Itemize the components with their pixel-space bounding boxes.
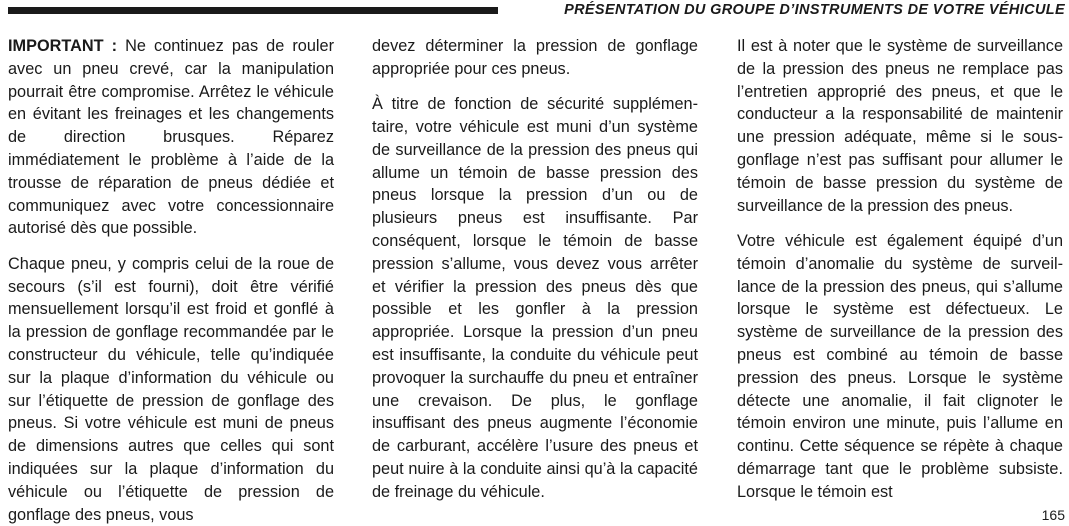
important-label: IMPORTANT : bbox=[8, 37, 118, 55]
paragraph-text: Votre véhicule est également équipé d’un témoin d’anomalie du système de surveillance de la pression des pneus, qui s’allume lorsque le système est défectueux. Le système de surveillance de la pression des pneus est combiné au témoin de basse pression des pneus. Lorsque le système détecte une anomalie, il fait clignoter le témoin environ une minute, puis l’allume en continu. Cette séquence se répète à chaque démarrage tant que le problème subsiste. Lorsque le témoin est bbox=[737, 232, 1063, 501]
section-title: PRÉSENTATION DU GROUPE D’INSTRUMENTS DE VOTRE VÉHICULE bbox=[556, 1, 1065, 19]
paragraph-text: Chaque pneu, y compris celui de la roue de secours (s’il est fourni), doit être vérifié mensuellement lorsqu’il est froid et gonflé à la pression de gonflage recommandée par le constructeur du véhicule, telle qu’indiquée sur la plaque d’information du véhicule ou sur l’étiquette de pression de gonflage des pneus. Si votre véhicule est muni de pneus de dimensions autres que celles qui sont indiquées sur la plaque d’information du véhicule ou l’étiquette de pression de gonflage des pneus, vous bbox=[8, 254, 334, 524]
paragraph-text: Il est à noter que le système de surveillance de la pression des pneus ne remplace pas l’entretien approprié des pneus, et que le conducteur a la responsabilité de maintenir une pression adéquate, même si le sous-gonflage n’est pas suffisant pour allumer le témoin de basse pression du système de surveillance de la pression des pneus. bbox=[737, 37, 1063, 215]
paragraph bbox=[8, 253, 334, 526]
paragraph-text: Ne continuez pas de rouler avec un pneu crevé, car la manipulation pourrait être compromise. Arrêtez le véhicule en évitant les freinages et les changements de direction brusques. Réparez immédiatement le problème à l’aide de la trousse de réparation de pneus dédiée et communiquez avec votre concessionnaire autorisé dès que possible. bbox=[8, 37, 334, 238]
text-column-3 bbox=[737, 35, 1063, 516]
page-header bbox=[0, 0, 1069, 20]
page-number: 165 bbox=[1041, 507, 1065, 523]
paragraph-text: devez déterminer la pression de gonflage appropriée pour ces pneus. bbox=[372, 37, 698, 78]
paragraph bbox=[372, 35, 698, 81]
paragraph bbox=[737, 35, 1063, 217]
text-column-1 bbox=[8, 35, 334, 526]
paragraph bbox=[737, 230, 1063, 504]
text-column-2 bbox=[372, 35, 698, 516]
header-rule bbox=[8, 7, 498, 14]
paragraph bbox=[372, 93, 698, 503]
paragraph-text: À titre de fonction de sécurité supplémentaire, votre véhicule est muni d’un système de surveillance de la pression des pneus qui allume un témoin de basse pression des pneus lorsque la pression d’un ou de plusieurs pneus est insuffisante. Par conséquent, lorsque le témoin de basse pression s’allume, vous devez vous arrêter et vérifier la pression des pneus dès que possible et les gonfler à la pression appropriée. Lorsque la pression d’un pneu est insuffisante, la conduite du véhicule peut provoquer la surchauffe du pneu et entraîner une crevaison. De plus, le gonflage insuffisant des pneus augmente l’économie de carburant, accélère l’usure des pneus et peut nuire à la conduite ainsi qu’à la capacité de freinage du véhicule. bbox=[372, 95, 698, 501]
paragraph-important bbox=[8, 35, 334, 240]
